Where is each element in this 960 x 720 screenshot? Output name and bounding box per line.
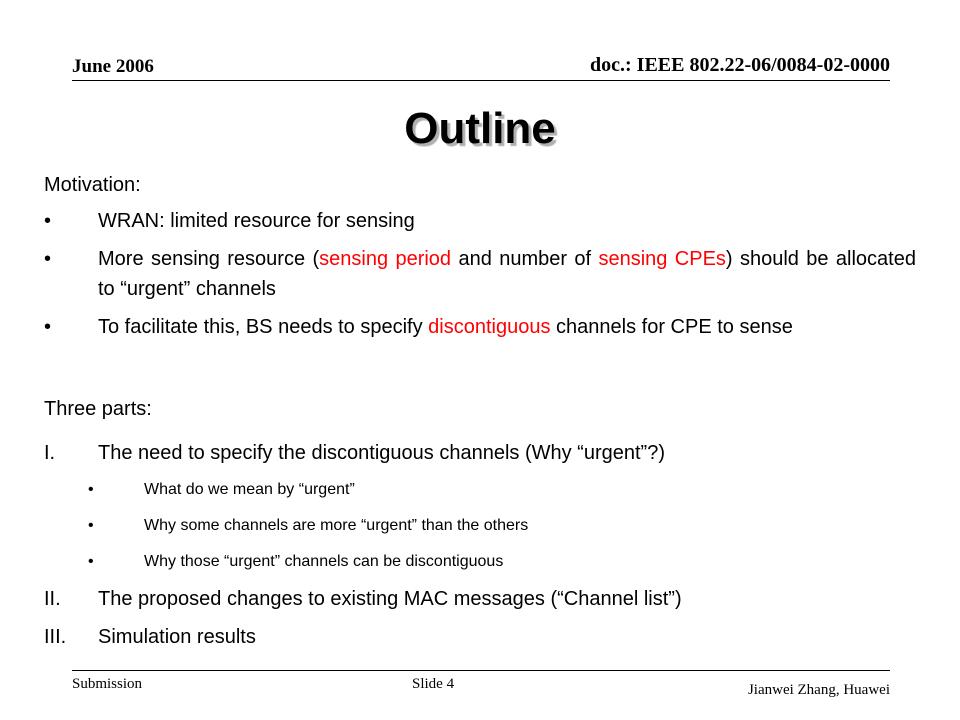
slide-number: Slide 4: [412, 676, 455, 692]
list-item: [44, 434, 916, 472]
text-run: ) should be allocated to “urgent” channels: [98, 248, 916, 300]
text-run: To facilitate this, BS needs to specify: [98, 316, 429, 338]
slide-title: Outline: [404, 104, 556, 153]
bullet-text: [98, 244, 916, 304]
sub-text: What do we mean by “urgent”: [144, 481, 355, 498]
bullet-mark: •: [44, 316, 52, 338]
list-item: [44, 580, 916, 618]
highlight-text: sensing period: [319, 248, 452, 270]
document-number: doc.: IEEE 802.22-06/0084-02-0000: [590, 54, 890, 76]
footer-rule: [72, 670, 890, 671]
sub-list-item: [44, 544, 916, 580]
parts-heading: Three parts:: [44, 398, 152, 420]
header-date: June 2006: [72, 56, 154, 77]
bullet-mark: •: [44, 210, 52, 232]
numeral: III.: [44, 625, 67, 648]
sub-text: Why some channels are more “urgent” than the others: [144, 517, 529, 534]
sub-list-item: [44, 472, 916, 508]
footer-author: Jianwei Zhang, Huawei: [747, 682, 890, 698]
text-run: channels for CPE to sense: [550, 316, 793, 338]
footer-submission: Submission: [72, 676, 143, 692]
list-item: [44, 618, 916, 656]
bullet-mark: •: [88, 481, 94, 498]
numeral: II.: [44, 587, 61, 610]
bullet-text: WRAN: limited resource for sensing: [98, 210, 415, 232]
slide-body: [44, 170, 916, 656]
spacer: [44, 350, 916, 394]
motivation-heading: Motivation:: [44, 174, 141, 196]
bullet-mark: •: [88, 517, 94, 534]
text-run: More sensing resource (: [98, 248, 320, 270]
list-item: [44, 244, 916, 304]
list-text: The proposed changes to existing MAC messages (“Channel list”): [98, 587, 682, 610]
highlight-text: sensing CPEs: [598, 248, 726, 270]
numeral: I.: [44, 441, 56, 464]
list-item: [44, 312, 916, 342]
list-item: [44, 206, 916, 236]
sub-list-item: [44, 508, 916, 544]
bullet-text: [98, 312, 916, 342]
bullet-mark: •: [44, 248, 52, 270]
sub-text: Why those “urgent” channels can be discontiguous: [144, 553, 504, 570]
list-text: Simulation results: [98, 625, 256, 648]
bullet-mark: •: [88, 553, 94, 570]
highlight-text: discontiguous: [428, 316, 551, 338]
text-run: and number of: [451, 248, 599, 270]
list-text: The need to specify the discontiguous channels (Why “urgent”?): [98, 441, 665, 464]
header-rule: [72, 80, 890, 81]
